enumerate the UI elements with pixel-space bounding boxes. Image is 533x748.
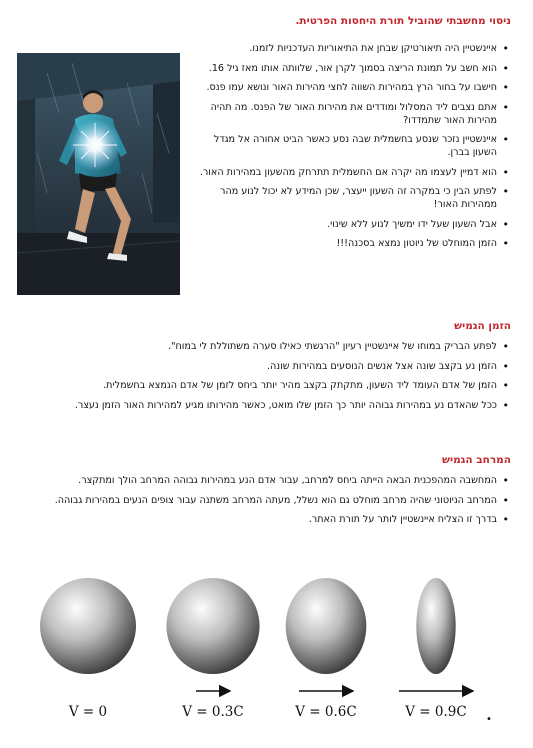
bottom-bullet: • [486, 714, 492, 725]
bullet-item: • לפתע הבריק במוחו של איינשטיין רעיון "הרגשתי כאילו סערה משתוללת לי במוח". [30, 340, 511, 353]
bullet-item: • הוא דמיין לעצמו מה יקרה אם החשמלית תתרחק מהשעון במהירות האור. [188, 166, 511, 179]
section1-bullet-list [188, 42, 511, 257]
section3-title: המרחב הגמיש [442, 454, 511, 466]
velocity-label-3: V = 0.9C [405, 704, 467, 720]
velocity-label-0: V = 0 [68, 704, 108, 720]
length-contraction-illustration [0, 570, 533, 730]
velocity-label-1: V = 0.3C [182, 704, 244, 720]
sphere-2 [286, 578, 367, 674]
bullet-item: • חישבו על בחור הרץ במהירות השווה לחצי מהירות האור ונושא עמו פנס. [188, 81, 511, 94]
section3-bullet-list [30, 474, 511, 533]
bullet-item: • המרחב הניוטוני שהיה מרחב מוחלט גם הוא נשלל, מעתה המרחב משתנה עבור צופים הנעים במהירות גבוהה. [30, 494, 511, 507]
bullet-item: • איינשטיין היה תיאורטיקן שבחן את התיאוריות העדכניות לזמנו. [188, 42, 511, 55]
sphere-1 [166, 578, 259, 674]
sphere-0 [40, 578, 136, 674]
bullet-item: • לפתע הבין כי במקרה זה השעון ייעצר, שכן המידע לא יכול לנוע מהר ממהירות האור! [188, 185, 511, 211]
bullet-item: • המחשבה המהפכנית הבאה הייתה ביחס למרחב, עבור אדם הנע במהירות גבוהה המרחב הולך ומתקצר. [30, 474, 511, 487]
bullet-item: • הזמן המוחלט של ניוטון נמצא בסכנה!!! [188, 237, 511, 250]
sphere-3 [416, 578, 455, 674]
bullet-item: • הוא חשב על תמונת הריצה בסמוך לקרן אור, שלוותה אותו מאז גיל 16. [188, 62, 511, 75]
bullet-item: • אתם נצבים ליד המסלול ומודדים את מהירות האור של הפנס. מה תהיה מהירות האור שתמדדו? [188, 101, 511, 127]
velocity-label-2: V = 0.6C [295, 704, 357, 720]
bullet-item: • הזמן של אדם העומד ליד השעון, מתקתק בקצב מהיר יותר ביחס לזמן של אדם הנמצא בחשמלית. [30, 379, 511, 392]
bullet-item: • הזמן נע בקצב שונה אצל אנשים הנוסעים במהירות שונה. [30, 360, 511, 373]
bullet-item: • ככל שהאדם נע במהירות גבוהה יותר כך הזמן שלו מואט, כאשר מהירותו מגיע למהירות האור הזמן נעצר. [30, 399, 511, 412]
bullet-item: • בדרך זו הצליח איינשטיין לותר על תורת האתר. [30, 513, 511, 526]
page-title: ניסוי מחשבתי שהוביל תורת היחסות הפרטית. [295, 15, 511, 27]
section2-title: הזמן הגמיש [454, 320, 511, 332]
section2-bullet-list [30, 340, 511, 418]
runner-photo [17, 53, 180, 295]
bullet-item: • איינשטיין נזכר שנסע בחשמלית שבה נסע כאשר הביט אחורה אל מגדל השעון בברן. [188, 133, 511, 159]
bullet-item: • אבל השעון שעל ידו ימשיך לנוע ללא שינוי. [188, 218, 511, 231]
